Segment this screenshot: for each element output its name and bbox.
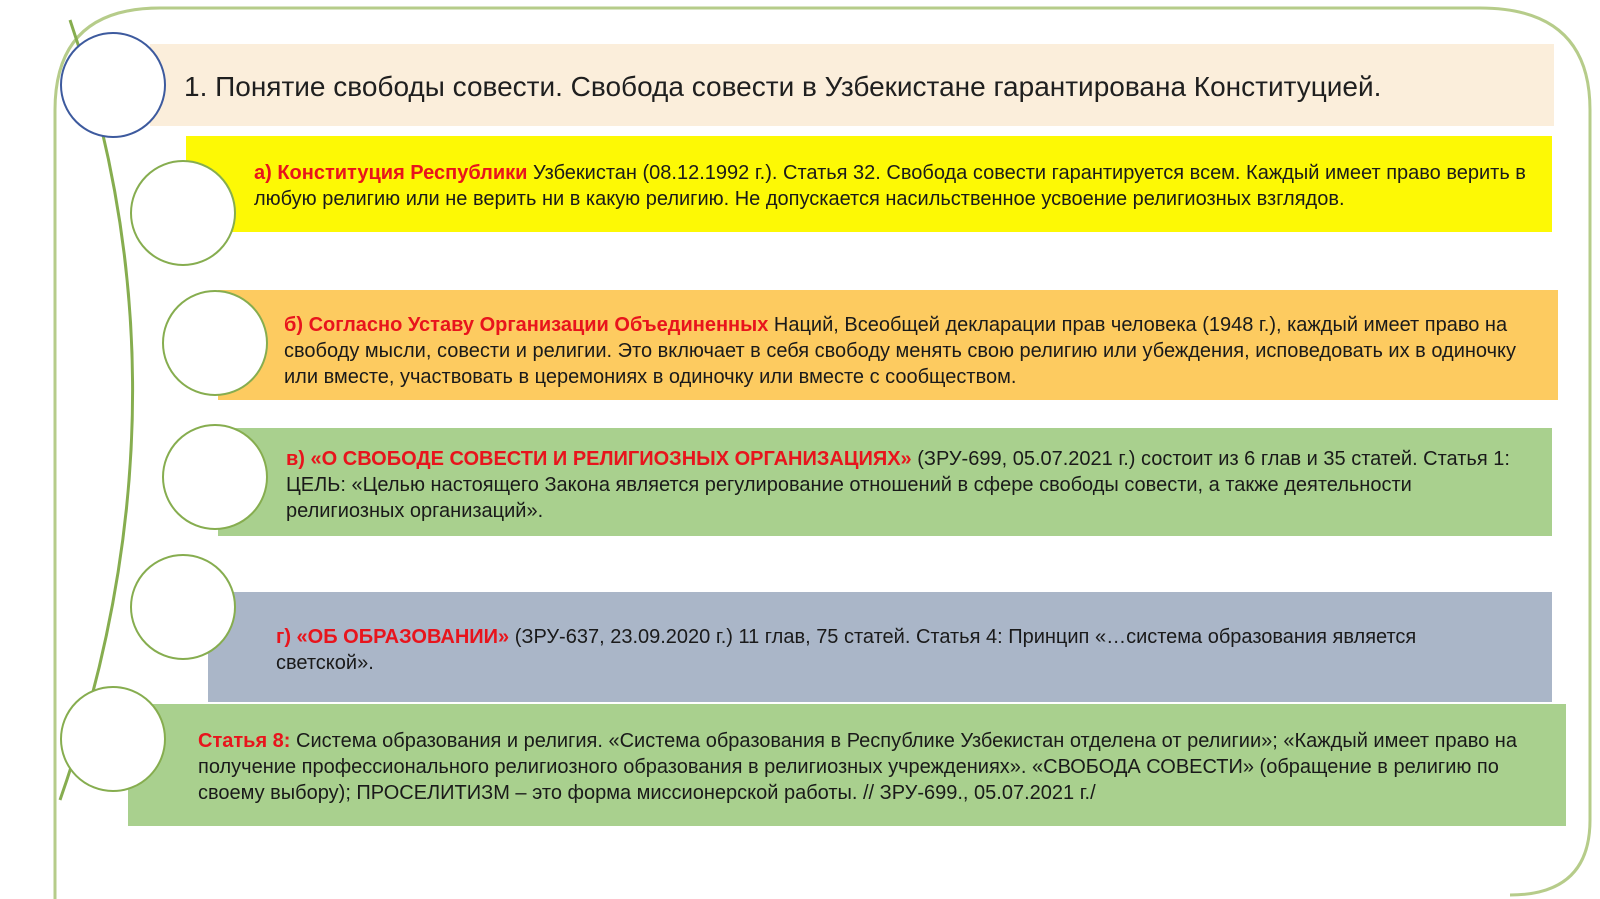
- item-band-b: [218, 290, 1558, 400]
- item-lead-b: б) Согласно Уставу Организации Объединенных: [284, 314, 769, 336]
- item-text-a: [254, 160, 1532, 212]
- page-title: 1. Понятие свободы совести. Свобода совести в Узбекистане гарантирована Конституцией.: [184, 71, 1382, 102]
- timeline-circle-c: [162, 424, 268, 530]
- item-body-b: Наций, Всеобщей декларации прав человека (1948 г.), каждый имеет право на свободу мысли, совести и религии. Это включает в себя свободу менять свою религию или убеждения, исповедовать их в одиночку или вместе, участвовать в церемониях в одиночку или вместе с сообществом.: [284, 314, 1516, 388]
- item-body-d: (ЗРУ-637, 23.09.2020 г.) 11 глав, 75 статей. Статья 4: Принцип «…система образования является светской».: [276, 626, 1417, 674]
- item-text-b: [284, 312, 1540, 390]
- item-lead-c: в) «О СВОБОДЕ СОВЕСТИ И РЕЛИГИОЗНЫХ ОРГАНИЗАЦИЯХ»: [286, 448, 912, 470]
- timeline-circle-e: [60, 686, 166, 792]
- item-body-e: Система образования и религия. «Система образования в Республике Узбекистан отделена от религии»; «Каждый имеет право на получение профессионального религиозного образования в религиозных учреждениях». «СВОБОДА СОВЕСТИ» (обращение в религию по своему выбору); ПРОСЕЛИТИЗМ – это форма миссионерской работы. // ЗРУ-699., 05.07.2021 г./: [198, 730, 1517, 804]
- timeline-circle-a: [130, 160, 236, 266]
- item-lead-d: г) «ОБ ОБРАЗОВАНИИ»: [276, 626, 510, 648]
- item-text-e: [198, 728, 1552, 806]
- timeline-circle-d: [130, 554, 236, 660]
- item-text-d: [276, 624, 1432, 676]
- item-lead-e: Статья 8:: [198, 730, 291, 752]
- item-body-a: Узбекистан (08.12.1992 г.). Статья 32. Свобода совести гарантируется всем. Каждый имеет право верить в любую религию или не верить ни в какую религию. Не допускается насильственное усвоение религиозных взглядов.: [254, 162, 1526, 210]
- item-lead-a: а) Конституция Республики: [254, 162, 528, 184]
- timeline-circle-title: [60, 32, 166, 138]
- item-band-c: [218, 428, 1552, 536]
- item-band-a: [186, 136, 1552, 232]
- item-text-c: [286, 446, 1532, 524]
- item-band-d: [208, 592, 1552, 702]
- item-body-c: (ЗРУ-699, 05.07.2021 г.) состоит из 6 глав и 35 статей. Статья 1: ЦЕЛЬ: «Целью настоящего Закона является регулирование отношений в сфере свободы совести, а также деятельности религиозных организаций».: [286, 448, 1510, 522]
- item-band-e: [128, 704, 1566, 826]
- timeline-circle-b: [162, 290, 268, 396]
